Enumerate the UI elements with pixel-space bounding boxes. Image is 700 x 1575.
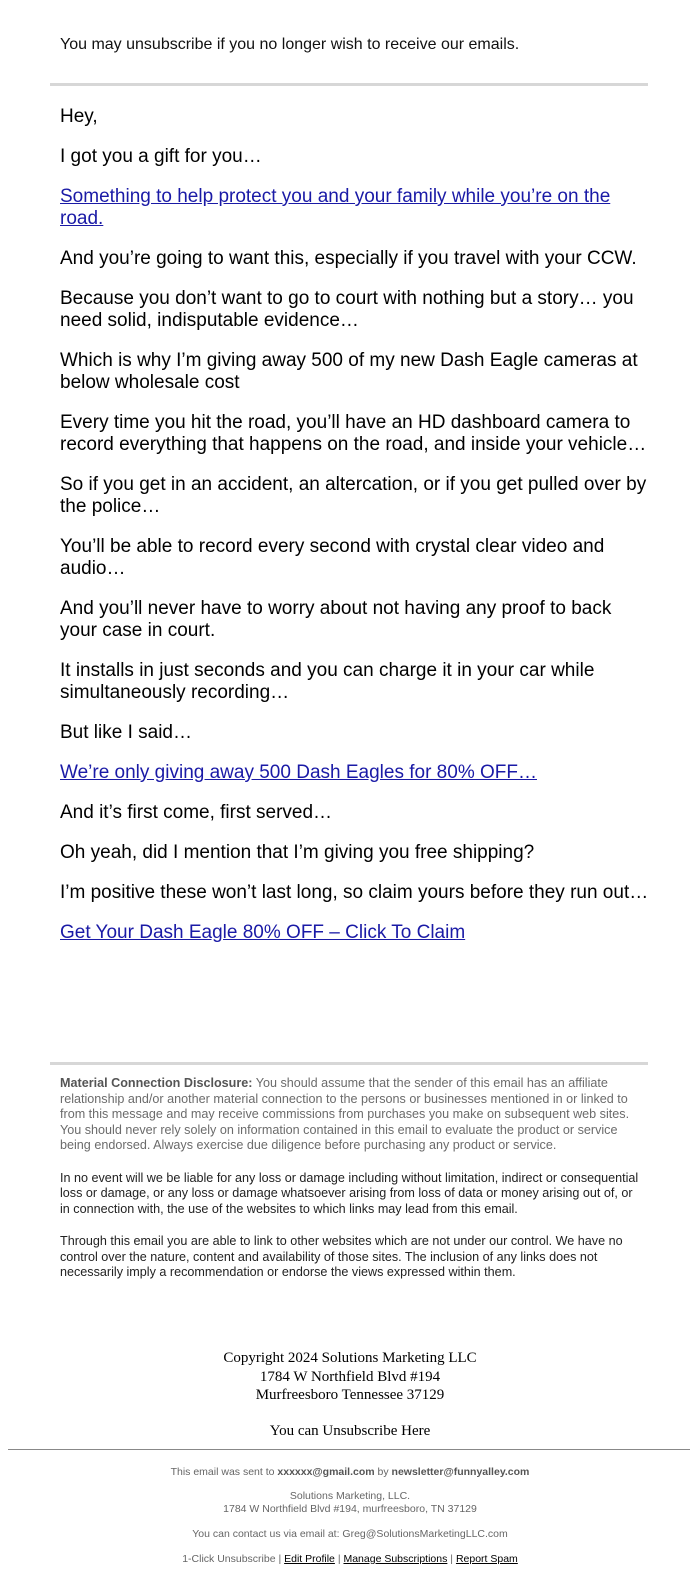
paragraph-gift: I got you a gift for you… [60,146,262,167]
disclosure-section [60,1076,645,1298]
divider-top [50,83,648,86]
paragraph-giveaway: Which is why I’m giving away 500 of my new Dash Eagle cameras at below wholesale cost [60,350,638,393]
paragraph-claim: I’m positive these won’t last long, so claim yours before they run out… [60,882,649,903]
one-click-unsubscribe[interactable]: 1-Click Unsubscribe [182,1553,276,1565]
unsubscribe-here-link[interactable]: You can Unsubscribe Here [269,1422,431,1439]
paragraph-proof: And you’ll never have to worry about not having any proof to back your case in court. [60,598,612,641]
copyright-line: Copyright 2024 Solutions Marketing LLC [223,1350,477,1366]
manage-subscriptions-link[interactable]: Manage Subscriptions [343,1553,448,1565]
unsubscribe-notice: You may unsubscribe if you no longer wish to receive our emails. [60,36,520,53]
disclosure-label: Material Connection Disclosure: [60,1076,253,1090]
footer-links [0,1553,700,1566]
paragraph-record: You’ll be able to record every second with crystal clear video and audio… [60,536,605,579]
divider-bottom [50,1062,648,1065]
protect-family-link[interactable]: Something to help protect you and your family while you’re on the road. [60,186,611,229]
paragraph-free-shipping: Oh yeah, did I mention that I’m giving you free shipping? [60,842,535,863]
contact-email: You can contact us via email at: Greg@SolutionsMarketingLLC.com [192,1528,508,1540]
sent-by: by [374,1466,392,1478]
paragraph-hd-camera: Every time you hit the road, you’ll have an HD dashboard camera to record everything that happens on the road, and inside your vehicle… [60,412,647,455]
claim-link[interactable]: Get Your Dash Eagle 80% OFF – Click To Claim [60,922,466,943]
company-address: 1784 W Northfield Blvd #194, murfreesboro, TN 37129 [223,1503,477,1515]
liability-notice: In no event will we be liable for any loss or damage including without limitation, indirect or consequential loss or damage, or any loss or damage whatsoever arising from loss of data or money arising out of, or in connection with, the use of the websites to which links may lead from this email. [60,1170,639,1216]
email-footer [0,1466,700,1566]
separator: | [447,1553,456,1565]
disclosure-text: You should assume that the sender of this email has an affiliate relationship and/or another material connection to the persons or businesses mentioned in or linked to from this message and may receive commissions from purchases you make on subsequent web sites. You should never rely solely on information contained in this email to evaluate the product or service being endorsed. Always exercise due diligence before purchasing any product or service. [60,1076,630,1152]
greeting: Hey, [60,106,98,127]
street-address: 1784 W Northfield Blvd #194 [259,1368,441,1385]
edit-profile-link[interactable]: Edit Profile [284,1553,335,1565]
sent-info [0,1466,700,1479]
email-body [60,106,650,962]
separator: | [275,1553,285,1565]
material-connection-disclosure [60,1076,645,1154]
paragraph-court: Because you don’t want to go to court with nothing but a story… you need solid, indisputable evidence… [60,288,634,331]
paragraph-like-i-said: But like I said… [60,722,192,743]
recipient-email: xxxxxx@gmail.com [277,1466,375,1478]
footer-divider [8,1449,690,1450]
sender-email: newsletter@funnyalley.com [391,1466,530,1478]
copyright-block [0,1349,700,1440]
city-state: Murfreesboro Tennessee 37129 [255,1387,445,1403]
separator: | [334,1553,344,1565]
paragraph-ccw: And you’re going to want this, especially if you travel with your CCW. [60,248,637,269]
paragraph-first-come: And it’s first come, first served… [60,802,333,823]
external-links-notice: Through this email you are able to link to other websites which are not under our control. We have no control over the nature, content and availability of those sites. The inclusion of any links does not necessarily imply a recommendation or endorse the views expressed within them. [60,1234,623,1279]
report-spam-link[interactable]: Report Spam [455,1553,518,1565]
paragraph-installs: It installs in just seconds and you can charge it in your car while simultaneously recording… [60,660,595,703]
dash-eagle-offer-link[interactable]: We’re only giving away 500 Dash Eagles for 80% OFF… [60,762,537,783]
company-name: Solutions Marketing, LLC. [289,1490,411,1502]
paragraph-accident: So if you get in an accident, an altercation, or if you get pulled over by the police… [60,474,647,517]
sent-prefix: This email was sent to [170,1466,278,1478]
